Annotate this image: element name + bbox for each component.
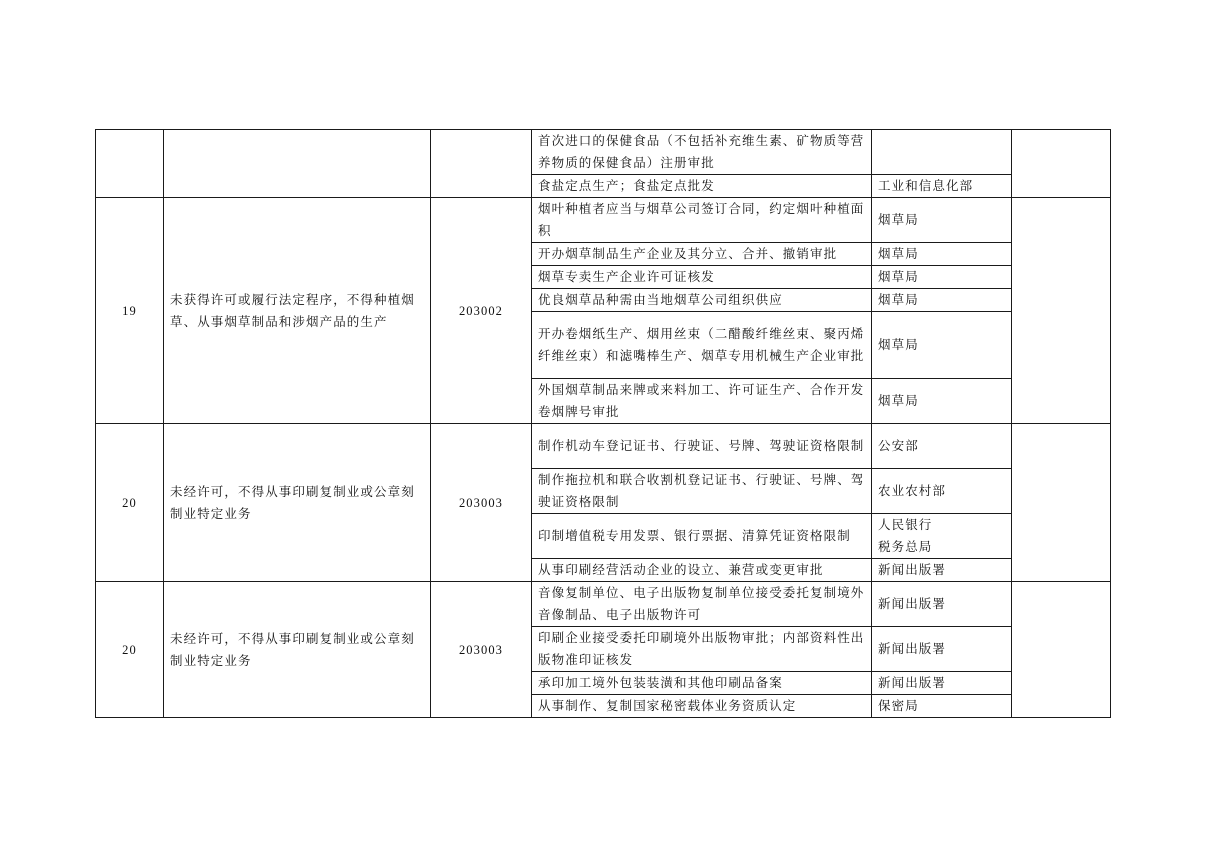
department-cell: 烟草局: [872, 266, 1012, 289]
principle-cell: 未经许可，不得从事印刷复制业或公章刻制业特定业务: [164, 424, 431, 582]
remarks-cell: [1012, 198, 1111, 424]
principle-cell: 未获得许可或履行法定程序，不得种植烟草、从事烟草制品和涉烟产品的生产: [164, 198, 431, 424]
permit-item-cell: 开办卷烟纸生产、烟用丝束（二醋酸纤维丝束、聚丙烯纤维丝束）和滤嘴棒生产、烟草专用机械生产企业审批: [532, 312, 872, 379]
department-cell: 农业农村部: [872, 469, 1012, 514]
permit-item-cell: 外国烟草制品来牌或来料加工、许可证生产、合作开发卷烟牌号审批: [532, 379, 872, 424]
permit-item-cell: 烟叶种植者应当与烟草公司签订合同，约定烟叶种植面积: [532, 198, 872, 243]
code-cell: 203003: [431, 424, 532, 582]
table-row: [96, 424, 1111, 469]
item-number-cell: 20: [96, 582, 164, 718]
permit-item-cell: 优良烟草品种需由当地烟草公司组织供应: [532, 289, 872, 312]
remarks-cell: [1012, 130, 1111, 198]
remarks-cell: [1012, 424, 1111, 582]
permit-item-cell: 食盐定点生产；食盐定点批发: [532, 175, 872, 198]
table-row: [96, 130, 1111, 175]
table-row: [96, 582, 1111, 627]
department-cell: 公安部: [872, 424, 1012, 469]
item-number-cell: 19: [96, 198, 164, 424]
table-row: [96, 198, 1111, 243]
negative-list-table: [95, 129, 1111, 718]
department-cell: 工业和信息化部: [872, 175, 1012, 198]
permit-item-cell: 从事制作、复制国家秘密载体业务资质认定: [532, 695, 872, 718]
permit-item-cell: 烟草专卖生产企业许可证核发: [532, 266, 872, 289]
department-cell: 烟草局: [872, 289, 1012, 312]
department-cell: 新闻出版署: [872, 672, 1012, 695]
department-cell: 人民银行 税务总局: [872, 514, 1012, 559]
item-number-cell: 20: [96, 424, 164, 582]
department-cell: 新闻出版署: [872, 582, 1012, 627]
department-cell: [872, 130, 1012, 175]
remarks-cell: [1012, 582, 1111, 718]
department-cell: 烟草局: [872, 243, 1012, 266]
department-cell: 烟草局: [872, 198, 1012, 243]
department-cell: 烟草局: [872, 379, 1012, 424]
permit-item-cell: 承印加工境外包装装潢和其他印刷品备案: [532, 672, 872, 695]
permit-item-cell: 印刷企业接受委托印刷境外出版物审批；内部资料性出版物准印证核发: [532, 627, 872, 672]
principle-cell: 未经许可，不得从事印刷复制业或公章刻制业特定业务: [164, 582, 431, 718]
department-cell: 新闻出版署: [872, 627, 1012, 672]
item-number-cell: [96, 130, 164, 198]
permit-item-cell: 制作机动车登记证书、行驶证、号牌、驾驶证资格限制: [532, 424, 872, 469]
code-cell: [431, 130, 532, 198]
permit-item-cell: 首次进口的保健食品（不包括补充维生素、矿物质等营养物质的保健食品）注册审批: [532, 130, 872, 175]
permit-item-cell: 开办烟草制品生产企业及其分立、合并、撤销审批: [532, 243, 872, 266]
department-cell: 保密局: [872, 695, 1012, 718]
code-cell: 203003: [431, 582, 532, 718]
code-cell: 203002: [431, 198, 532, 424]
principle-cell: [164, 130, 431, 198]
permit-item-cell: 制作拖拉机和联合收割机登记证书、行驶证、号牌、驾驶证资格限制: [532, 469, 872, 514]
department-cell: 新闻出版署: [872, 559, 1012, 582]
permit-item-cell: 从事印刷经营活动企业的设立、兼营或变更审批: [532, 559, 872, 582]
department-cell: 烟草局: [872, 312, 1012, 379]
permit-item-cell: 印制增值税专用发票、银行票据、清算凭证资格限制: [532, 514, 872, 559]
permit-item-cell: 音像复制单位、电子出版物复制单位接受委托复制境外音像制品、电子出版物许可: [532, 582, 872, 627]
